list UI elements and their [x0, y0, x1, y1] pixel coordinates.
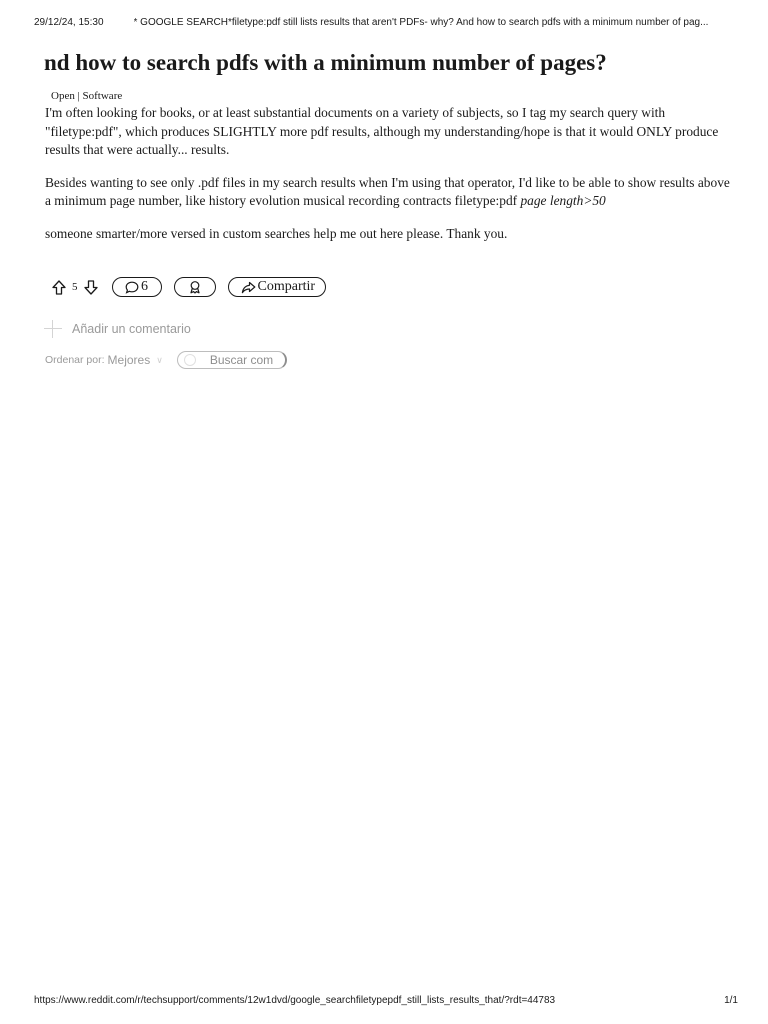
- print-header: [34, 17, 738, 28]
- post-paragraph-italic: page length>50: [520, 193, 606, 208]
- search-comments-placeholder: Buscar com: [209, 353, 274, 367]
- sort-dropdown[interactable]: Mejores: [107, 353, 151, 367]
- post-paragraph: I'm often looking for books, or at least substantial documents on a variety of subjects, so I tag my search query with "filetype:pdf", which produces SLIGHTLY more pdf results, although my understanding/hope is that it would ONLY produce results that were actually... results.: [45, 105, 719, 157]
- add-comment-placeholder: Añadir un comentario: [72, 322, 191, 336]
- post-paragraph-text: Besides wanting to see only .pdf files in my search results when I'm using that operator, I'd like to be able to show results above a minimum page number, like history evolution musical recording contracts filetype:pdf: [45, 174, 730, 208]
- downvote-icon[interactable]: [84, 280, 98, 295]
- upvote-icon[interactable]: [52, 280, 66, 295]
- vote-count: 5: [72, 281, 78, 293]
- vote-control: [52, 280, 98, 295]
- comment-sort-row: [45, 351, 287, 369]
- print-timestamp: 29/12/24, 15:30: [34, 17, 104, 28]
- search-icon: [184, 354, 196, 366]
- comments-button[interactable]: [112, 277, 162, 297]
- post-action-bar: [52, 276, 338, 298]
- post-paragraph: [45, 174, 735, 211]
- add-comment-field[interactable]: [44, 320, 191, 338]
- chevron-down-icon[interactable]: ∨: [156, 354, 163, 365]
- share-icon: [241, 281, 256, 294]
- print-document-title: * GOOGLE SEARCH*filetype:pdf still lists results that aren't PDFs- why? And how to search pdfs with a minimum number of pag...: [133, 17, 709, 28]
- post-paragraph: someone smarter/more versed in custom searches help me out here please. Thank you.: [45, 225, 508, 241]
- print-page-number: 1/1: [724, 995, 738, 1006]
- share-label: Compartir: [257, 279, 316, 294]
- plus-icon: [44, 320, 62, 338]
- comment-icon: [125, 281, 139, 294]
- post-title: nd how to search pdfs with a minimum number of pages?: [44, 50, 607, 75]
- print-footer: [34, 995, 738, 1006]
- print-url: https://www.reddit.com/r/techsupport/comments/12w1dvd/google_searchfiletypepdf_still_lists_results_that/?rdt=44783: [34, 995, 556, 1006]
- post-flair[interactable]: Open | Software: [51, 90, 123, 102]
- share-button[interactable]: [228, 277, 327, 297]
- sort-label: Ordenar por:: [45, 354, 105, 366]
- award-icon: [188, 280, 202, 294]
- post-body: [45, 104, 735, 257]
- search-comments-input[interactable]: [177, 351, 287, 369]
- award-button[interactable]: [174, 277, 216, 297]
- comment-count: 6: [141, 279, 148, 294]
